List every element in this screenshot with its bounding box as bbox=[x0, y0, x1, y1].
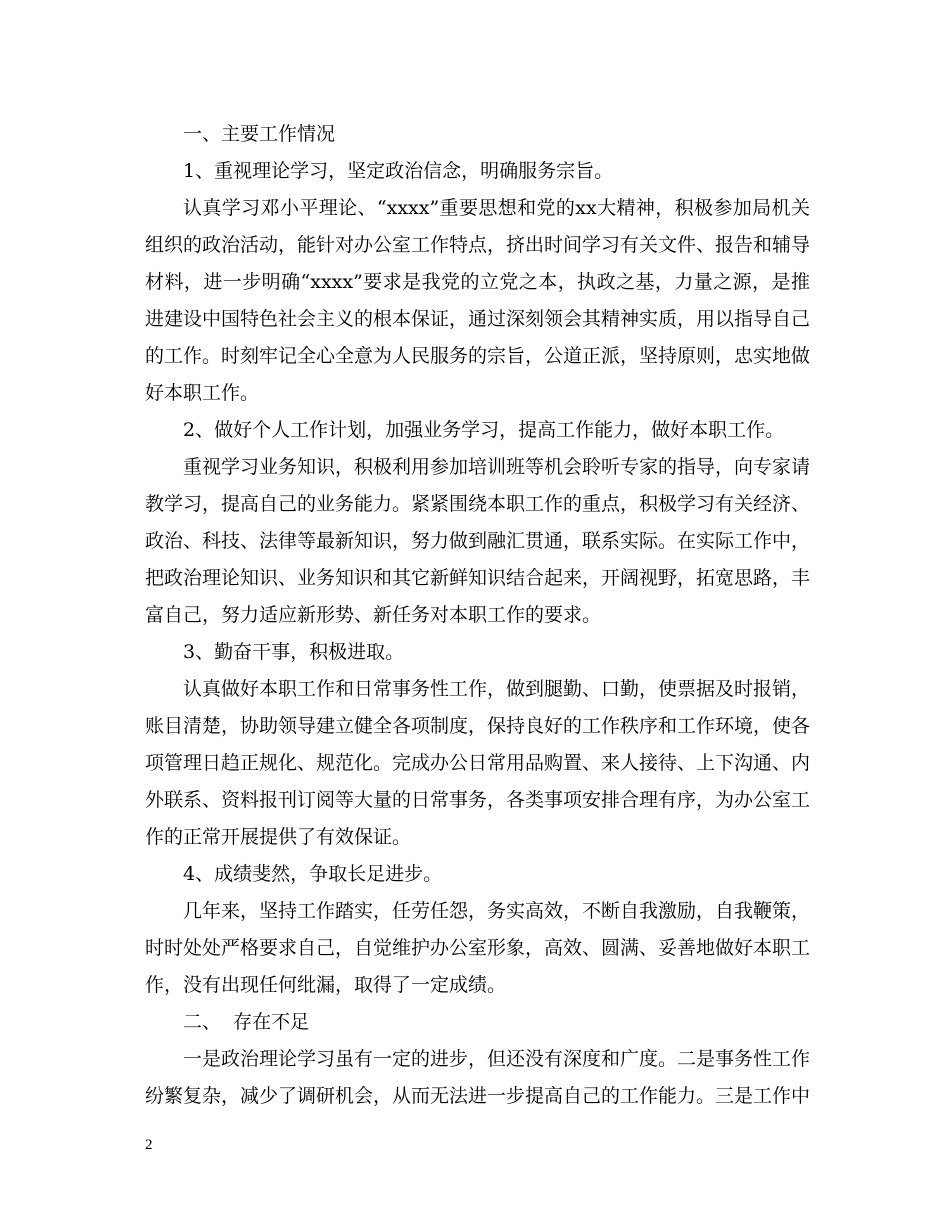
subsection-heading-1: 1、重视理论学习，坚定政治信念，明确服务宗旨。 bbox=[183, 160, 614, 182]
paragraph-daily-affairs: 认真做好本职工作和日常事务性工作，做到腿勤、口勤，使票据及时报销，账目清楚，协助领导建立健全各项制度，保持良好的工作秩序和工作环境，使各项管理日趋正规化、规范化。完成办公日常用品购置、来人接待、上下沟通、内外联系、资料报刊订阅等大量的日常事务，各类事项安排合理有序，为办公室工作的正常开展提供了有效保证。 bbox=[145, 678, 811, 848]
subsection-heading-3: 3、勤奋干事，积极进取。 bbox=[183, 641, 405, 663]
paragraph-achievements: 几年来，坚持工作踏实，任劳任怨，务实高效，不断自我激励，自我鞭策，时时处处严格要求自己，自觉维护办公室形象，高效、圆满、妥善地做好本职工作，没有出现任何纰漏，取得了一定成绩。 bbox=[145, 900, 811, 996]
paragraph-shortcomings: 一是政治理论学习虽有一定的进步，但还没有深度和广度。二是事务性工作纷繁复杂，减少了调研机会，从而无法进一步提高自己的工作能力。三是工作中 bbox=[145, 1048, 811, 1107]
section-heading-main-work: 一、主要工作情况 bbox=[183, 123, 336, 145]
section-heading-shortcomings: 二、 存在不足 bbox=[183, 1011, 310, 1033]
paragraph-business-study: 重视学习业务知识，积极利用参加培训班等机会聆听专家的指导，向专家请教学习，提高自己的业务能力。紧紧围绕本职工作的重点，积极学习有关经济、政治、科技、法律等最新知识，努力做到融汇贯通，联系实际。在实际工作中，把政治理论知识、业务知识和其它新鲜知识结合起来，开阔视野，拓宽思路，丰富自己，努力适应新形势、新任务对本职工作的要求。 bbox=[145, 456, 811, 626]
page-number: 2 bbox=[145, 1137, 153, 1153]
document-body bbox=[145, 116, 810, 1115]
subsection-heading-4: 4、成绩斐然，争取长足进步。 bbox=[183, 863, 443, 885]
subsection-heading-2: 2、做好个人工作计划，加强业务学习，提高工作能力，做好本职工作。 bbox=[183, 419, 785, 441]
paragraph-theory-study: 认真学习邓小平理论、“xxxx”重要思想和党的xx大精神，积极参加局机关组织的政治活动，能针对办公室工作特点，挤出时间学习有关文件、报告和辅导材料，进一步明确“xxxx”要求是我党的立党之本，执政之基，力量之源，是推进建设中国特色社会主义的根本保证，通过深刻领会其精神实质，用以指导自己的工作。时刻牢记全心全意为人民服务的宗旨，公道正派，坚持原则，忠实地做好本职工作。 bbox=[145, 197, 811, 404]
